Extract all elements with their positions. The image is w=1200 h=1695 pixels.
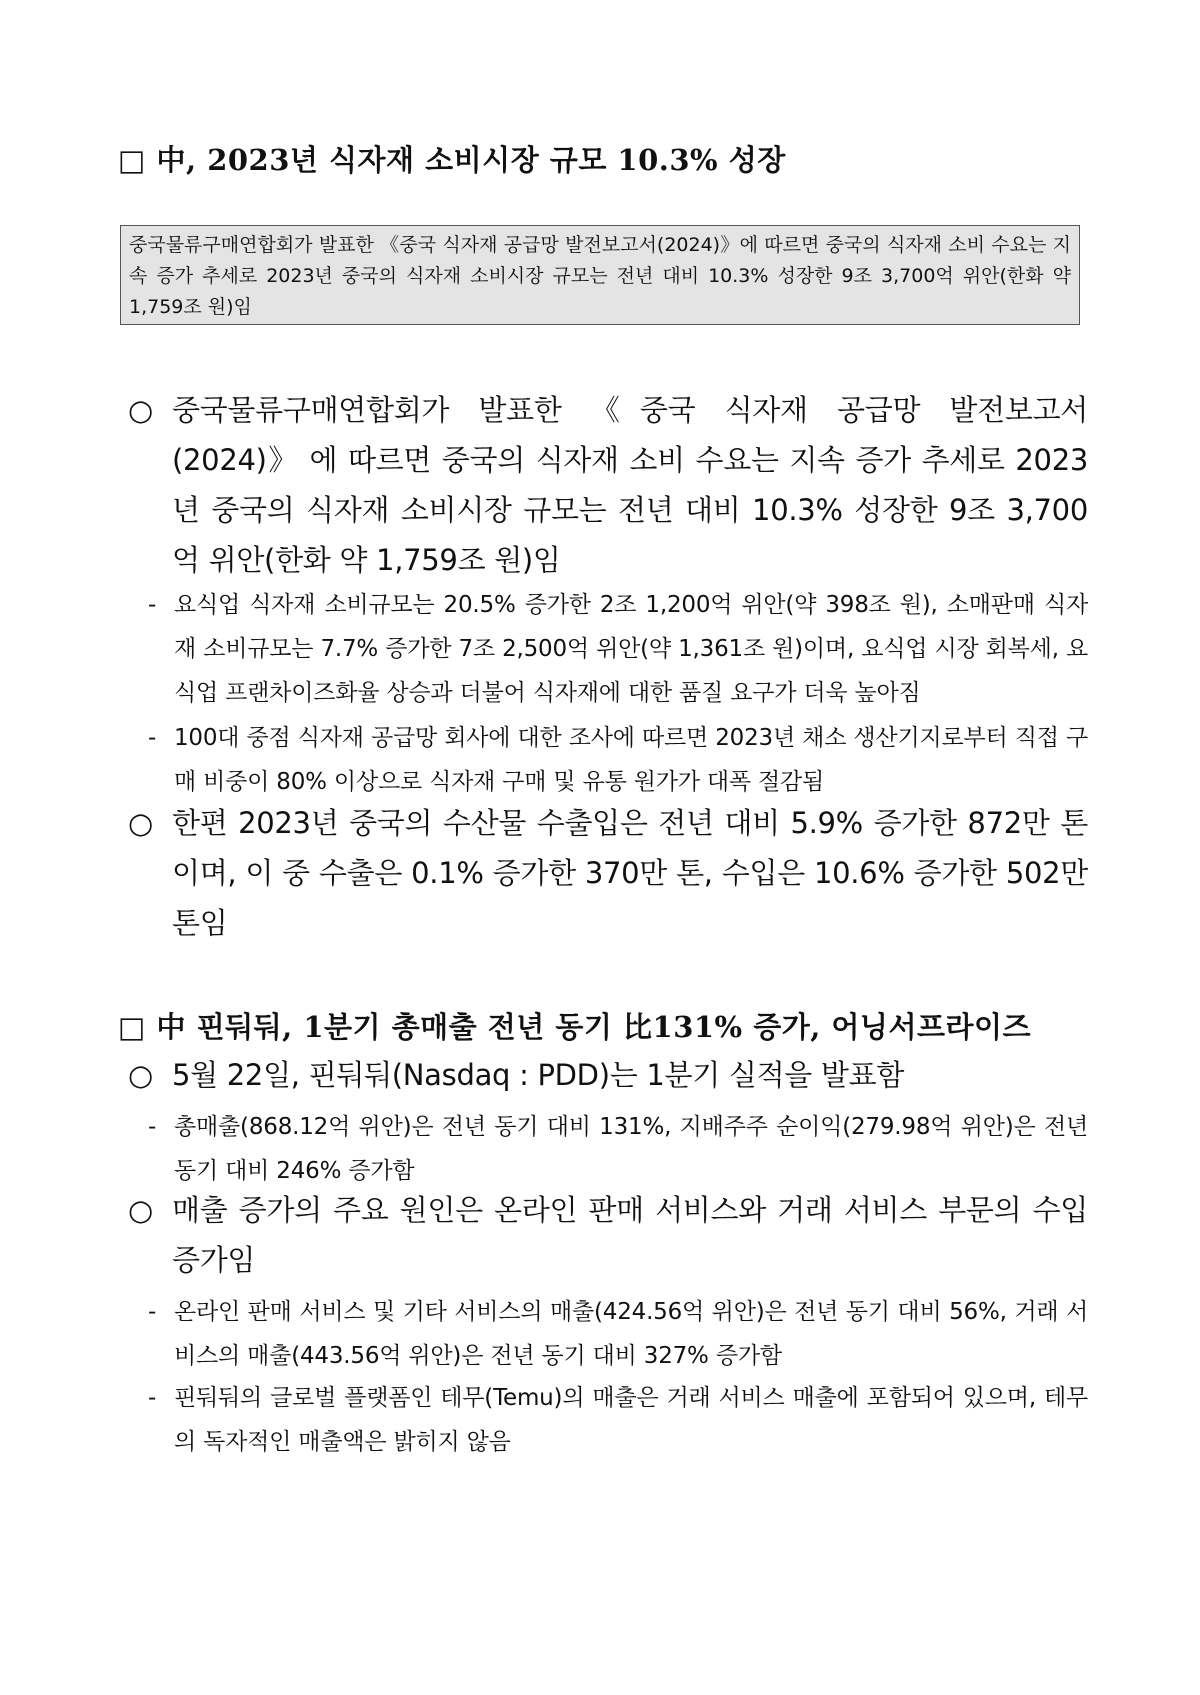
bullet-food-market [128, 385, 1088, 585]
sub-item-text: 핀둬둬의 글로벌 플랫폼인 테무(Temu)의 매출은 거래 서비스 매출에 포함되어 있으며, 테무의 독자적인 매출액은 밝히지 않음 [174, 1385, 1088, 1455]
sub-item-temu-revenue [148, 1376, 1088, 1464]
circle-bullet-icon: ○ [128, 1193, 154, 1227]
bullet-text: 한편 2023년 중국의 수산물 수출입은 전년 대비 5.9% 증가한 872만 톤이며, 이 중 수출은 0.1% 증가한 370만 톤, 수입은 10.6% 증가한 502만 톤임 [172, 806, 1088, 940]
circle-bullet-icon: ○ [128, 393, 154, 427]
sub-item-catering-consumption [148, 583, 1088, 715]
circle-bullet-icon: ○ [128, 1058, 154, 1092]
bullet-text: 매출 증가의 주요 원인은 온라인 판매 서비스와 거래 서비스 부문의 수입 증가임 [172, 1193, 1088, 1277]
dash-icon: - [148, 592, 157, 618]
circle-bullet-icon: ○ [128, 806, 154, 840]
sub-item-supply-chain-survey [148, 716, 1088, 804]
sub-item-text: 온라인 판매 서비스 및 기타 서비스의 매출(424.56억 위안)은 전년 동기 대비 56%, 거래 서비스의 매출(443.56억 위안)은 전년 동기 대비 327% 증가함 [174, 1299, 1088, 1369]
sub-item-text: 100대 중점 식자재 공급망 회사에 대한 조사에 따르면 2023년 채소 생산기지로부터 직접 구매 비중이 80% 이상으로 식자재 구매 및 유통 원가가 대폭 절감됨 [174, 725, 1088, 795]
sub-item-text: 총매출(868.12억 위안)은 전년 동기 대비 131%, 지배주주 순이익(279.98억 위안)은 전년 동기 대비 246% 증가함 [174, 1114, 1088, 1184]
sub-item-total-revenue [148, 1105, 1088, 1193]
dash-icon: - [148, 725, 157, 751]
sub-item-service-revenue [148, 1290, 1088, 1378]
bullet-text: 5월 22일, 핀둬둬(Nasdaq : PDD)는 1분기 실적을 발표함 [172, 1058, 905, 1092]
dash-icon: - [148, 1114, 157, 1140]
dash-icon: - [148, 1385, 157, 1411]
sub-item-text: 요식업 식자재 소비규모는 20.5% 증가한 2조 1,200억 위안(약 398조 원), 소매판매 식자재 소비규모는 7.7% 증가한 7조 2,500억 위안(약 1,361조 원)이며, 요식업 시장 회복세, 요식업 프랜차이즈화율 상승과 더불어 식자재에 대한 품질 요구가 더욱 높아짐 [174, 592, 1088, 706]
bullet-revenue-drivers [128, 1185, 1088, 1285]
section-heading-pinduoduo: □ 中 핀둬둬, 1분기 총매출 전년 동기 比131% 증가, 어닝서프라이즈 [118, 1010, 1032, 1044]
bullet-text: 중국물류구매연합회가 발표한 《중국 식자재 공급망 발전보고서(2024)》 에 따르면 중국의 식자재 소비 수요는 지속 증가 추세로 2023년 중국의 식자재 소비시장 규모는 전년 대비 10.3% 성장한 9조 3,700억 위안(한화 약 1,759조 원)임 [172, 393, 1088, 577]
bullet-earnings-release [128, 1050, 1088, 1100]
section-heading-food-market: □ 中, 2023년 식자재 소비시장 규모 10.3% 성장 [118, 143, 786, 177]
summary-box: 중국물류구매연합회가 발표한 《중국 식자재 공급망 발전보고서(2024)》에 따르면 중국의 식자재 소비 수요는 지속 증가 추세로 2023년 중국의 식자재 소비시장 규모는 전년 대비 10.3% 성장한 9조 3,700억 위안(한화 약 1,759조 원)임 [120, 225, 1080, 325]
dash-icon: - [148, 1299, 157, 1325]
bullet-seafood-trade [128, 798, 1088, 948]
